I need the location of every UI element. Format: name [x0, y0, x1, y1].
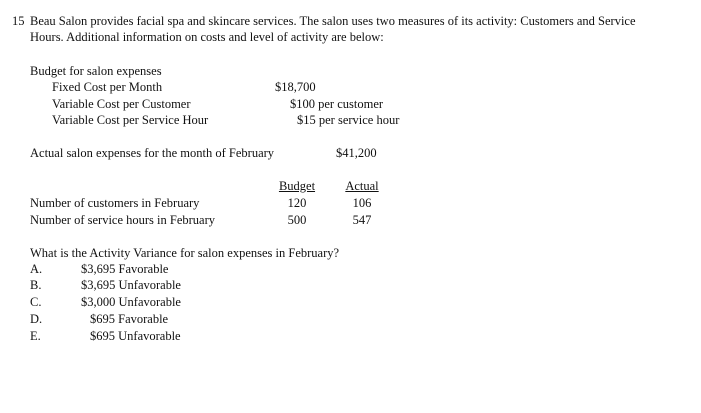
choice-letter-e: E.: [30, 329, 41, 343]
question-number: 15: [12, 14, 25, 28]
actual-expenses-label: Actual salon expenses for the month of February: [30, 146, 275, 160]
choice-text-b: $3,695 Unfavorable: [81, 278, 181, 292]
table-header-actual: Actual: [345, 179, 379, 193]
choice-letter-b: B.: [30, 278, 42, 292]
budget-label-variable-per-customer: Variable Cost per Customer: [52, 97, 191, 111]
budget-heading: Budget for salon expenses: [30, 64, 162, 78]
choice-letter-d: D.: [30, 312, 43, 326]
question-intro-line-1: Beau Salon provides facial spa and skincare services. The salon uses two measures of its activity: Customers and Service: [30, 14, 636, 28]
choice-text-c: $3,000 Unfavorable: [81, 295, 181, 309]
choice-text-a: $3,695 Favorable: [81, 262, 169, 276]
table-cell-budget-service-hours: 500: [287, 213, 307, 227]
budget-value-variable-per-hour: $15 per service hour: [297, 113, 400, 127]
table-row-label-customers: Number of customers in February: [30, 196, 200, 210]
table-header-budget: Budget: [278, 179, 316, 193]
choice-letter-a: A.: [30, 262, 43, 276]
budget-value-variable-per-customer: $100 per customer: [290, 97, 384, 111]
actual-expenses-value: $41,200: [336, 146, 377, 160]
choice-letter-c: C.: [30, 295, 42, 309]
table-cell-actual-service-hours: 547: [352, 213, 372, 227]
budget-label-variable-per-hour: Variable Cost per Service Hour: [52, 113, 209, 127]
choice-text-e: $695 Unfavorable: [90, 329, 181, 343]
table-cell-actual-customers: 106: [352, 196, 372, 210]
budget-label-fixed-cost: Fixed Cost per Month: [52, 80, 163, 94]
question-prompt: What is the Activity Variance for salon expenses in February?: [30, 246, 340, 260]
table-cell-budget-customers: 120: [287, 196, 307, 210]
question-intro-line-2: Hours. Additional information on costs and level of activity are below:: [30, 30, 384, 44]
choice-text-d: $695 Favorable: [90, 312, 169, 326]
budget-value-fixed-cost: $18,700: [275, 80, 316, 94]
table-row-label-service-hours: Number of service hours in February: [30, 213, 216, 227]
